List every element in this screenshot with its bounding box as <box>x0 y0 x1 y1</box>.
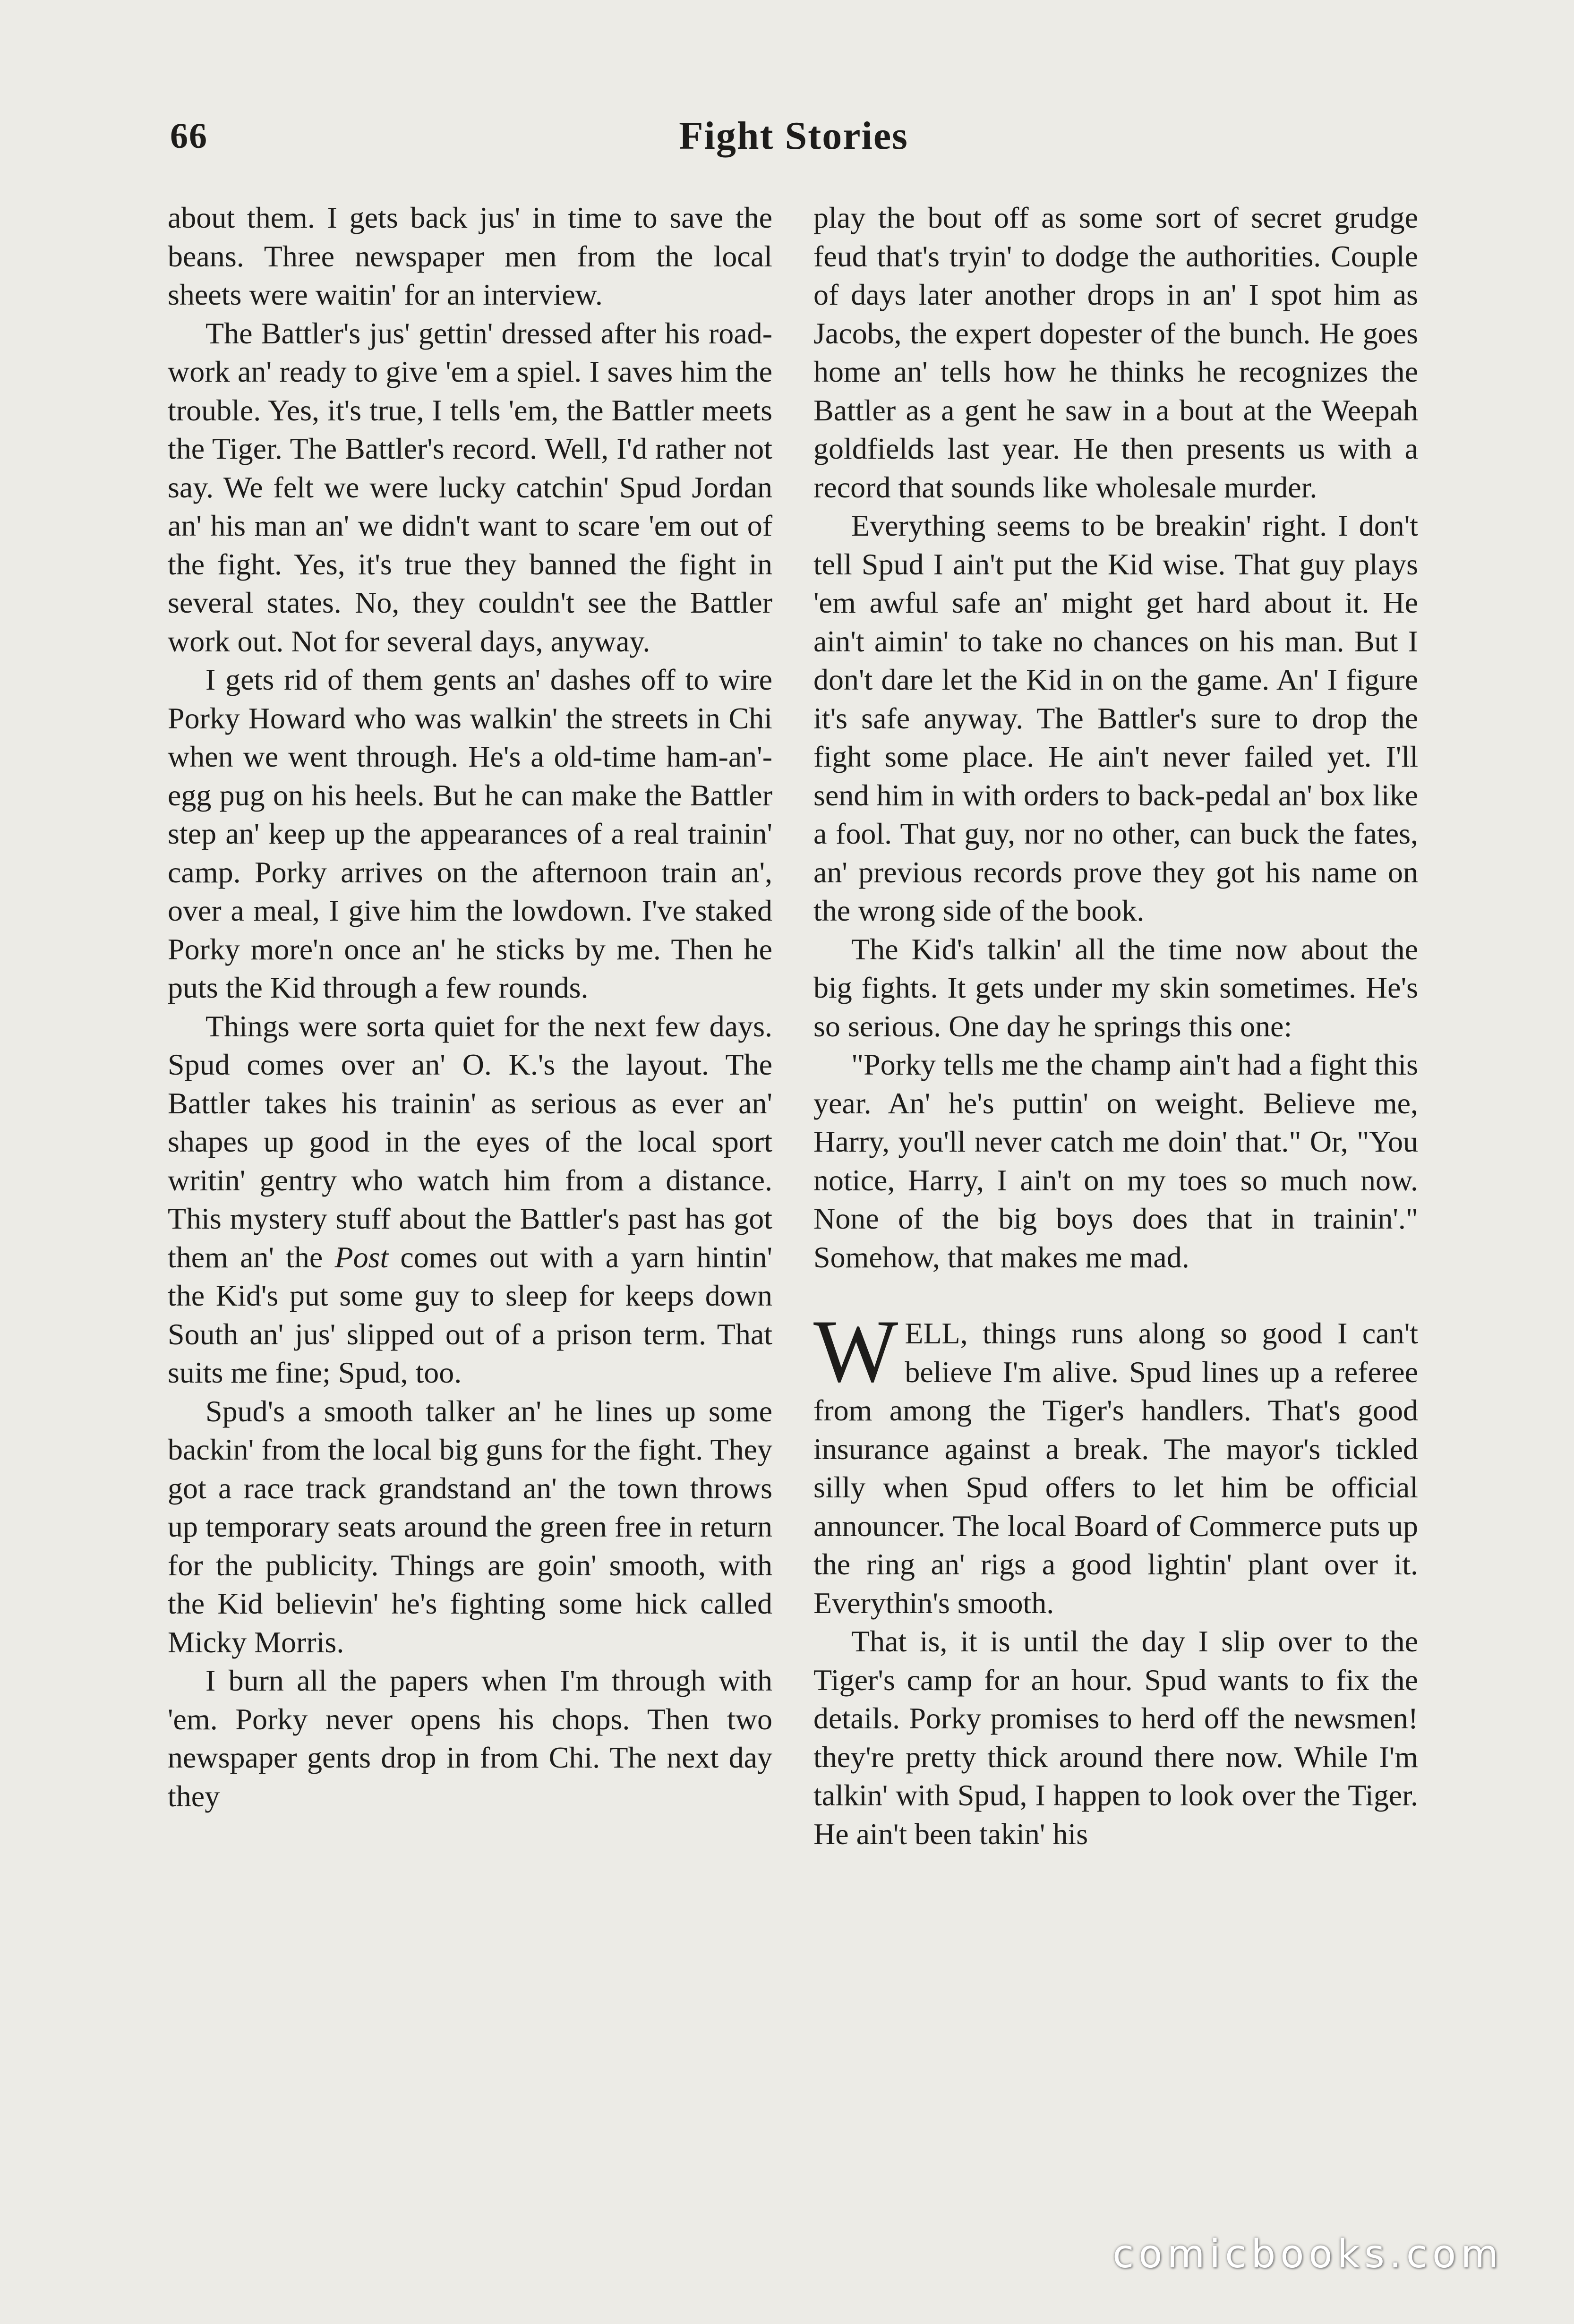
paragraph: That is, it is until the day I slip over to the Tiger's camp for an hour. Spud wants to fix the details. Porky promises to herd off the newsmen! they're pretty thick around there now. While I'm talkin' with Spud, I happen to look over the Tiger. He ain't been takin' his <box>813 1624 1418 1851</box>
paragraph: Spud's a smooth talker an' he lines up some backin' from the local big guns for the fight. They got a race track grandstand an' the town throws up temporary seats around the green free in return for the publicity. Things are goin' smooth, with the Kid believin' he's fighting some hick called Micky Morris. <box>168 1394 772 1659</box>
watermark: comicbooks.com <box>1112 2232 1503 2277</box>
page-header <box>170 106 1417 172</box>
paragraph: play the bout off as some sort of secret grudge feud that's tryin' to dodge the authorities. Couple of days later another drops in an' I spot him as Jacobs, the expert dopester of the bunch. He goes home an' tells how he thinks he recognizes the Battler as a gent he saw in a bout at the Weepah goldfields last year. He then presents us with a record that sounds like wholesale murder. <box>813 201 1418 504</box>
drop-cap: W <box>813 1302 898 1401</box>
newspaper-name: Post <box>334 1240 389 1274</box>
page-number: 66 <box>170 116 208 156</box>
paragraph: about them. I gets back jus' in time to save the beans. Three newspaper men from the local sheets were waitin' for an interview. <box>168 201 772 311</box>
paragraph: The Battler's jus' gettin' dressed after his road-work an' ready to give 'em a spiel. I saves him the trouble. Yes, it's true, I tells 'em, the Battler meets the Tiger. The Battler's record. Well, I'd rather not say. We felt we were lucky catchin' Spud Jordan an' his man an' we didn't want to scare 'em out of the fight. Yes, it's true they banned the fight in several states. No, they couldn't see the Battler work out. Not for several days, anyway. <box>168 316 772 658</box>
paragraph-text: Things were sorta quiet for the next few days. Spud comes over an' O. K.'s the layout. The Battler takes his trainin' as serious as ever an' shapes up good in the eyes of the local sport writin' gentry who watch him from a distance. This mystery stuff about the Battler's past has got them an' the <box>168 1009 772 1274</box>
section-start-paragraph <box>813 1302 1418 1622</box>
paragraph-text: comes out with a yarn hintin' the Kid's put some guy to sleep for keeps down South an' jus' slipped out of a prison term. That suits me fine; Spud, too. <box>168 1240 773 1389</box>
paragraph-text: ELL, things runs along so good I can't believe I'm alive. Spud lines up a referee from among the Tiger's handlers. That's good insurance against a break. The mayor's tickled silly when Spud offers to let him be official announcer. The local Board of Commerce puts up the ring an' rigs a good lightin' plant over it. Everythin's smooth. <box>813 1316 1418 1620</box>
right-column <box>813 198 1418 1853</box>
left-column <box>168 198 772 1815</box>
paragraph: I gets rid of them gents an' dashes off to wire Porky Howard who was walkin' the streets in Chi when we went through. He's a old-time ham-an'-egg pug on his heels. But he can make the Battler step an' keep up the appearances of a real trainin' camp. Porky arrives on the afternoon train an', over a meal, I give him the lowdown. I've staked Porky more'n once an' he sticks by me. Then he puts the Kid through a few rounds. <box>168 663 772 1004</box>
paragraph: Everything seems to be breakin' right. I don't tell Spud I ain't put the Kid wise. That guy plays 'em awful safe an' might get hard about it. He ain't aimin' to take no chances on his man. But I don't dare let the Kid in on the game. An' I figure it's safe anyway. The Battler's sure to drop the fight some place. He ain't never failed yet. I'll send him in with orders to back-pedal an' box like a fool. That guy, nor no other, can buck the fates, an' previous records prove they got his name on the wrong side of the book. <box>813 509 1418 927</box>
paragraph <box>168 1007 772 1392</box>
paragraph: "Porky tells me the champ ain't had a fight this year. An' he's puttin' on weight. Believe me, Harry, you'll never catch me doin' that." Or, "You notice, Harry, I ain't on my toes so much now. None of the big boys does that in trainin'." Somehow, that makes me mad. <box>813 1048 1418 1274</box>
paragraph: I burn all the papers when I'm through with 'em. Porky never opens his chops. Then two newspaper gents drop in from Chi. The next day they <box>168 1664 772 1813</box>
paragraph: The Kid's talkin' all the time now about the big fights. It gets under my skin sometimes. He's so serious. One day he springs this one: <box>813 932 1418 1043</box>
magazine-title: Fight Stories <box>679 114 908 158</box>
